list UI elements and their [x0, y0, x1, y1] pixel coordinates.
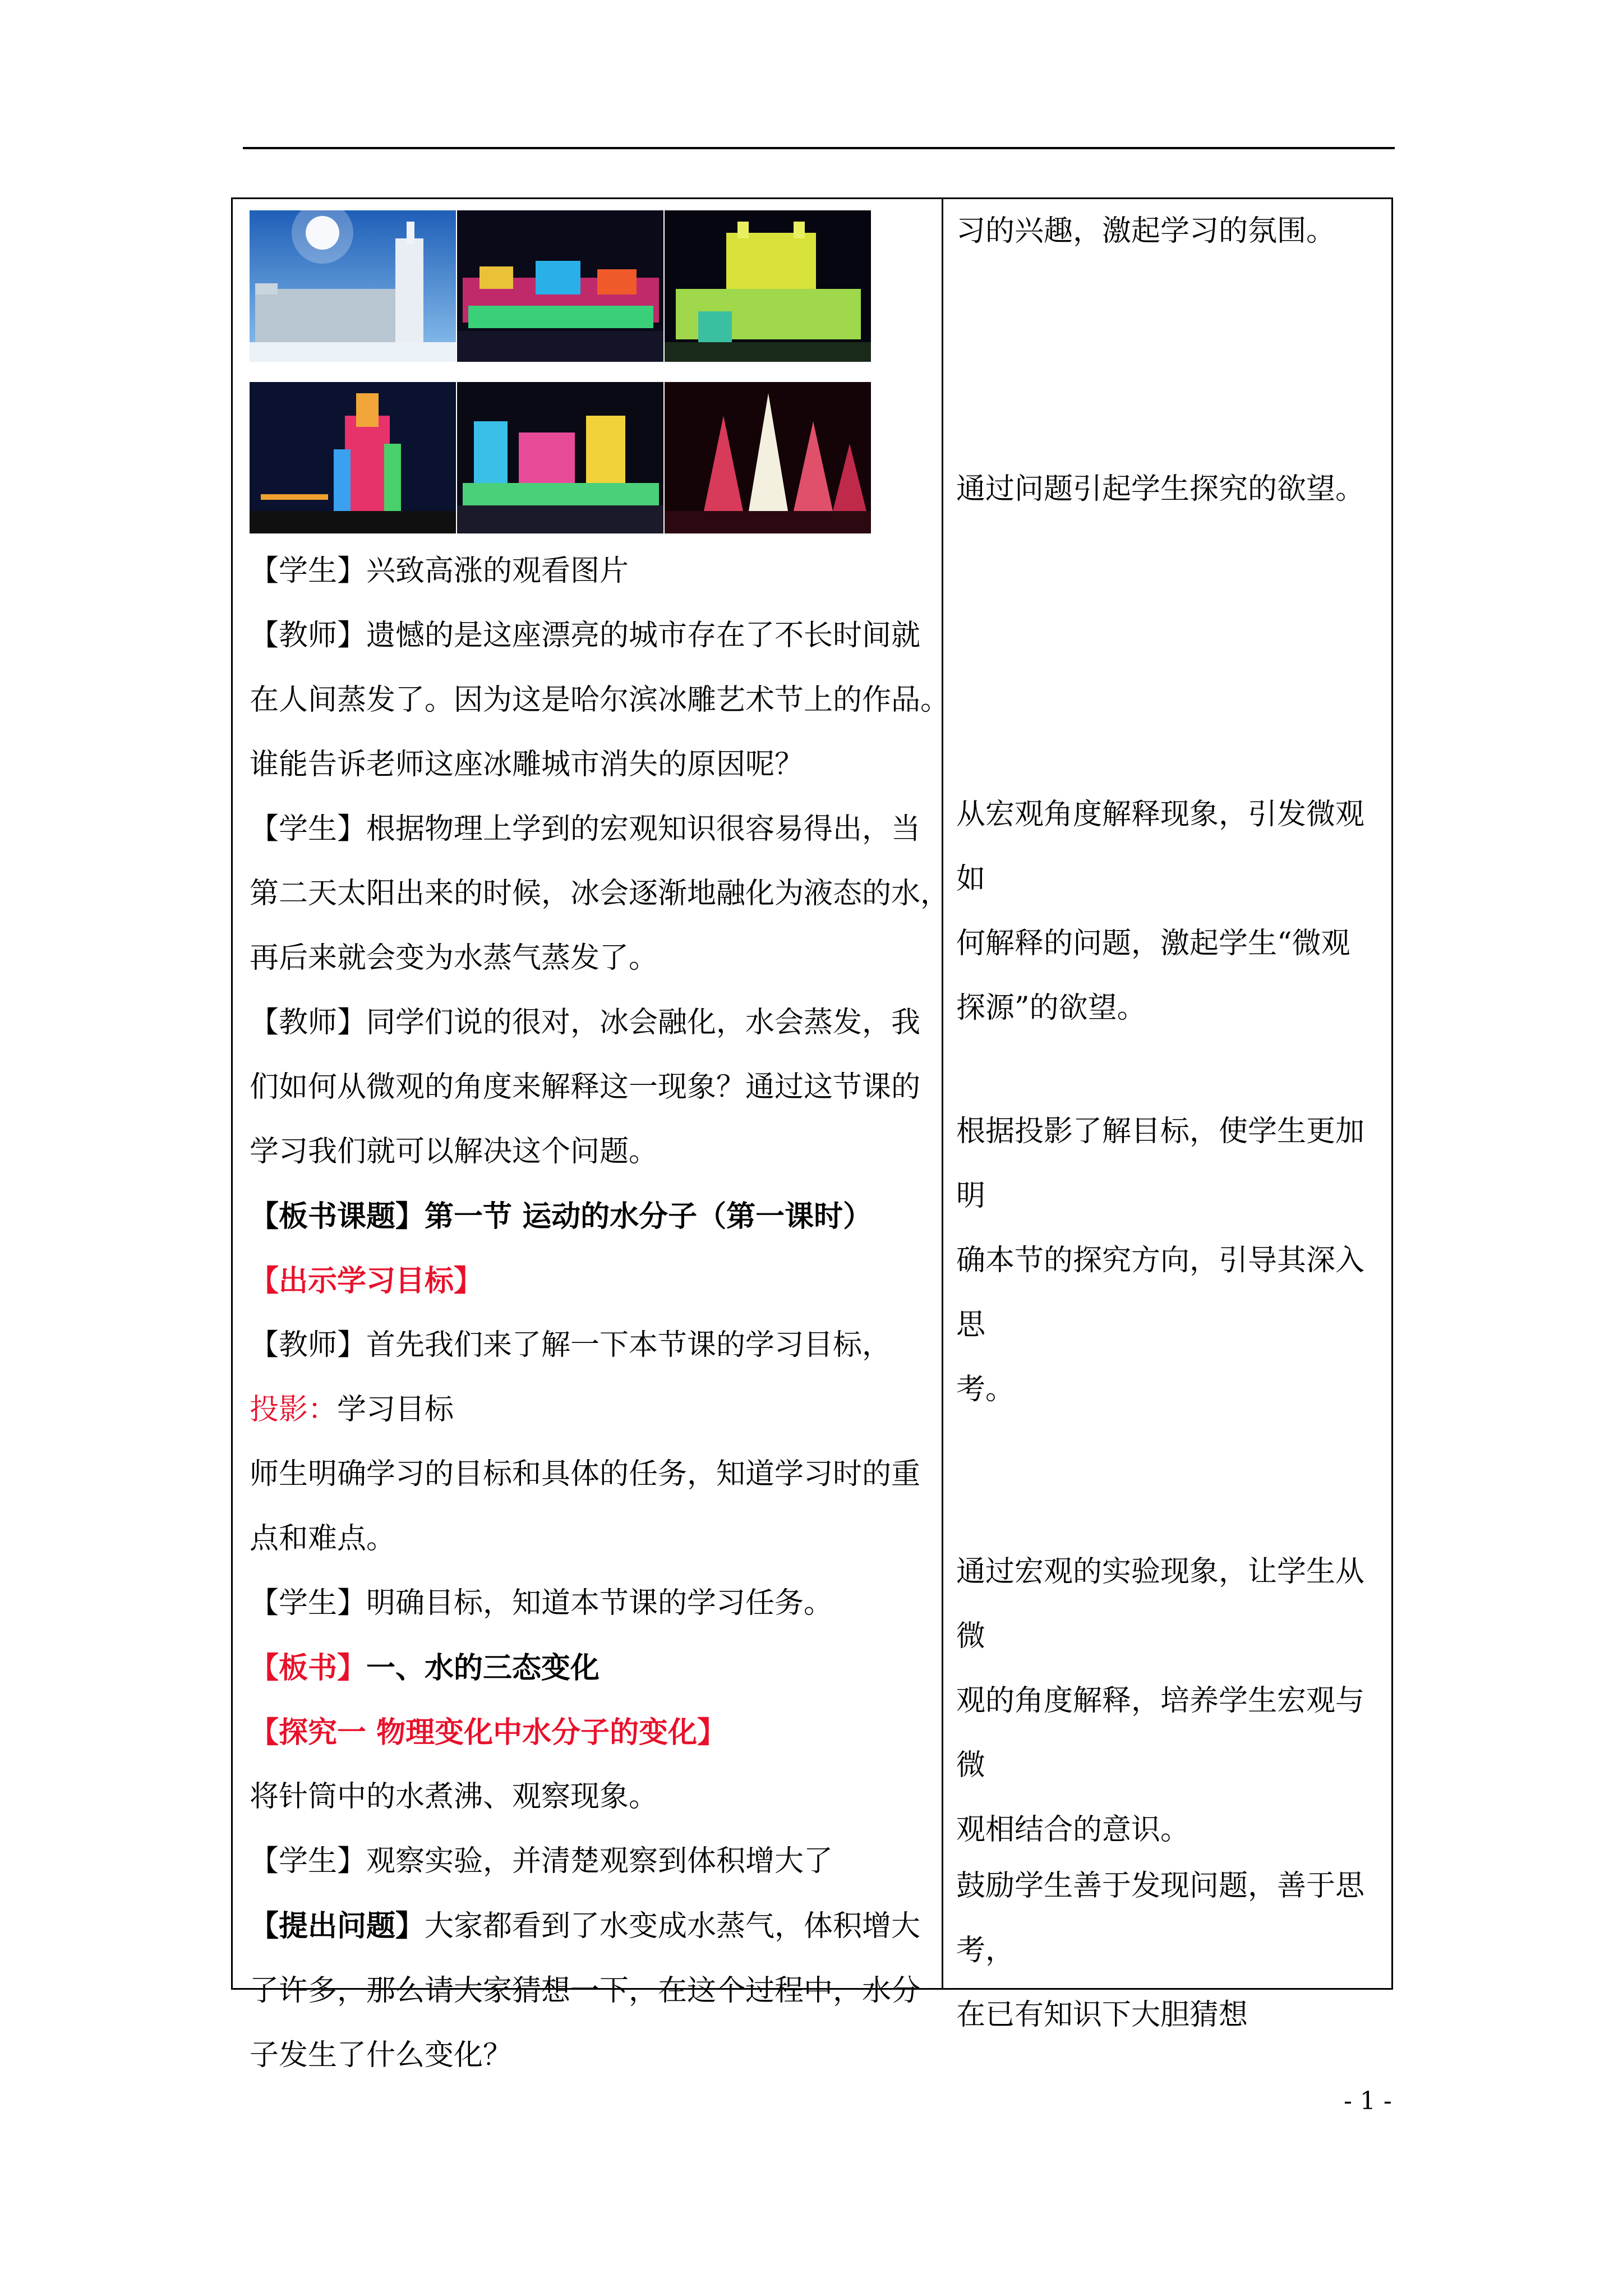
- left-line-4: 谁能告诉老师这座冰雕城市消失的原因呢？: [250, 748, 804, 781]
- page-number: - 1 -: [1344, 2087, 1392, 2115]
- right-note-3: 从宏观角度解释现象，引发微观如 何解释的问题，激起学生“微观 探源”的欲望。: [956, 798, 1365, 1025]
- left-line-3: 在人间蒸发了。因为这是哈尔滨冰雕艺术节上的作品。: [250, 683, 950, 717]
- left-line-19: 【探究一 物理变化中水分子的变化】: [250, 1715, 727, 1750]
- lesson-table: [231, 197, 1393, 2072]
- right-note-1: 习的兴趣，激起学习的氛围。: [956, 214, 1336, 248]
- left-line-23: 了许多，那么请大家猜想一下，在这个过程中，水分: [250, 1974, 921, 2008]
- photo-ice-palace-day: [250, 210, 456, 362]
- header-rule: [243, 147, 1395, 149]
- left-line-10: 学习我们就可以解决这个问题。: [250, 1135, 658, 1168]
- photo-row-2: [250, 382, 934, 533]
- left-line-16: 点和难点。: [250, 1522, 396, 1556]
- photo-ice-castle-night: [250, 382, 456, 533]
- left-line-12: 【出示学习目标】: [250, 1264, 483, 1298]
- left-line-18: 【板书】一、水的三态变化: [250, 1651, 600, 1685]
- left-line-7: 再后来就会变为水蒸气蒸发了。: [250, 941, 658, 975]
- photo-row-1: [250, 210, 934, 362]
- photo-ice-city-night-2: [457, 382, 663, 533]
- left-line-14: 投影：学习目标: [250, 1393, 454, 1427]
- left-line-5: 【学生】根据物理上学到的宏观知识很容易得出，当: [250, 812, 921, 846]
- left-line-1: 【学生】兴致高涨的观看图片: [250, 554, 629, 588]
- left-line-20: 将针筒中的水煮沸、观察现象。: [250, 1780, 658, 1814]
- left-line-21: 【学生】观察实验，并清楚观察到体积增大了: [250, 1844, 833, 1878]
- left-column: [250, 210, 950, 2088]
- right-note-6: 鼓励学生善于发现问题，善于思考， 在已有知识下大胆猜想: [956, 1869, 1365, 2032]
- right-note-4: 根据投影了解目标，使学生更加明 确本节的探究方向，引导其深入思 考。: [956, 1115, 1365, 1406]
- left-line-13: 【教师】首先我们来了解一下本节课的学习目标，: [250, 1328, 892, 1362]
- left-line-17: 【学生】明确目标，知道本节课的学习任务。: [250, 1586, 833, 1620]
- left-line-22: 【提出问题】大家都看到了水变成水蒸气，体积增大: [250, 1909, 921, 1943]
- left-line-24: 子发生了什么变化？: [250, 2039, 513, 2072]
- photo-ice-pagodas-red: [665, 382, 871, 533]
- photo-ice-palace-night-green: [665, 210, 871, 362]
- column-divider: [942, 199, 943, 1988]
- left-line-9: 们如何从微观的角度来解释这一现象？通过这节课的: [250, 1070, 921, 1104]
- right-note-5: 通过宏观的实验现象，让学生从微 观的角度解释，培养学生宏观与微 观相结合的意识。: [956, 1555, 1365, 1847]
- left-line-15: 师生明确学习的目标和具体的任务，知道学习时的重: [250, 1457, 921, 1491]
- right-note-2: 通过问题引起学生探究的欲望。: [956, 472, 1365, 506]
- left-text: [250, 539, 950, 2088]
- left-line-2: 【教师】遗憾的是这座漂亮的城市存在了不长时间就: [250, 619, 921, 652]
- left-line-6: 第二天太阳出来的时候，冰会逐渐地融化为液态的水，: [250, 877, 950, 910]
- left-line-11: 【板书课题】第一节 运动的水分子（第一课时）: [250, 1199, 873, 1234]
- photo-ice-city-night-1: [457, 210, 663, 362]
- left-line-8: 【教师】同学们说的很对，冰会融化，水会蒸发，我: [250, 1006, 921, 1039]
